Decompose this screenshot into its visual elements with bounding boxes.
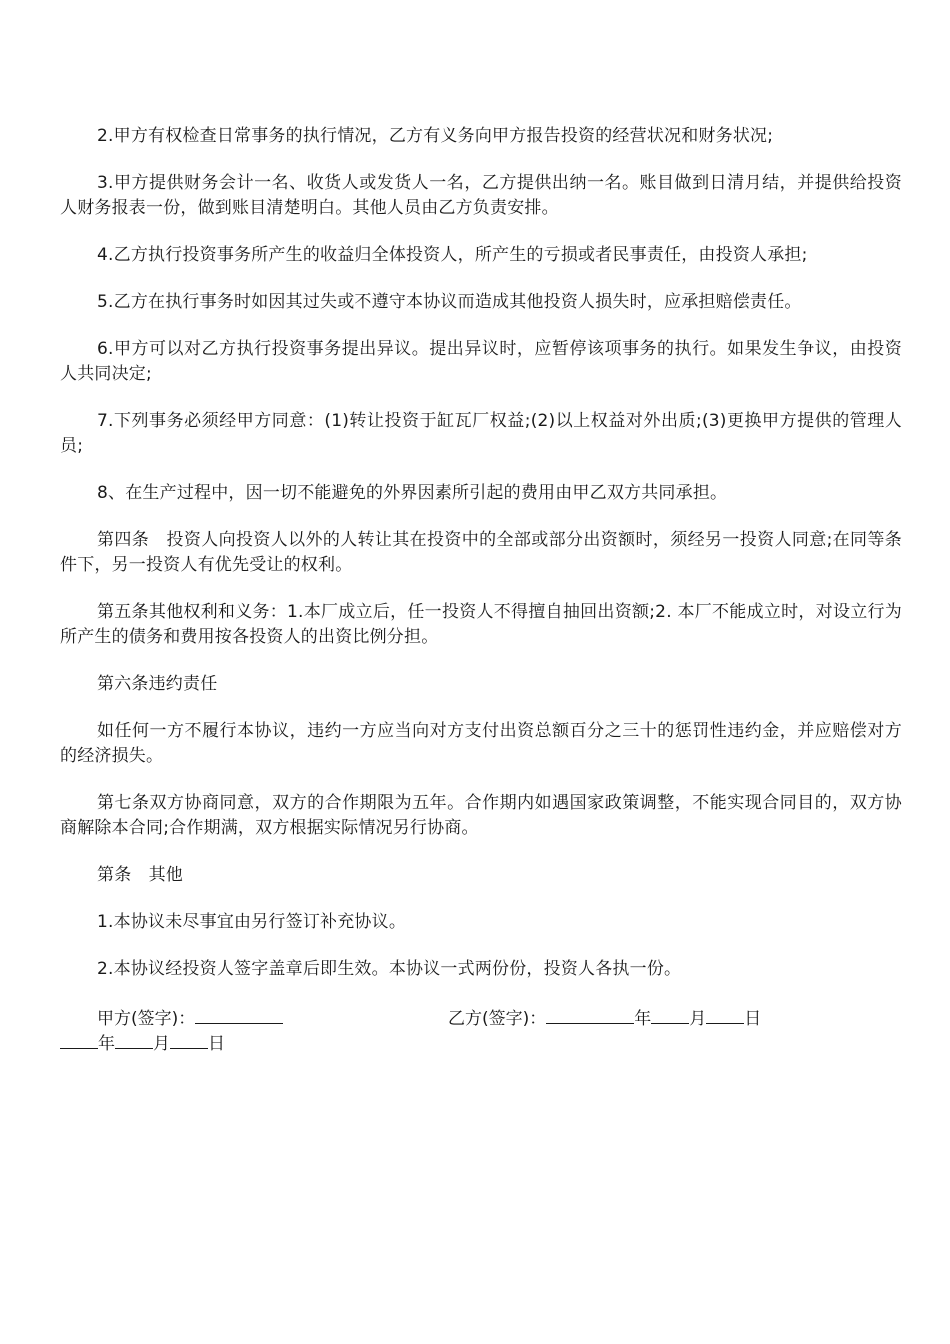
article-heading: 第条 其他 — [97, 865, 183, 885]
party-b-label: 乙方(签字)： — [448, 1009, 547, 1029]
document-body — [60, 124, 902, 1054]
party-b-day-blank — [706, 1004, 744, 1024]
signature-row — [60, 1004, 902, 1029]
party-a-day-blank — [170, 1029, 208, 1049]
party-b-year-label: 年 — [634, 1009, 652, 1029]
clause-paragraph: 7.下列事务必须经甲方同意：(1)转让投资于缸瓦厂权益;(2)以上权益对外出质;(3)更换甲方提供的管理人员; — [60, 411, 902, 456]
party-a-month-blank — [115, 1029, 153, 1049]
clause-paragraph: 2.甲方有权检查日常事务的执行情况，乙方有义务向甲方报告投资的经营状况和财务状况; — [97, 126, 774, 146]
party-a-signature — [97, 1004, 283, 1032]
clause-paragraph: 2.本协议经投资人签字盖章后即生效。本协议一式两份份，投资人各执一份。 — [97, 959, 682, 979]
party-b-signature — [448, 1004, 761, 1032]
clause-paragraph: 6.甲方可以对乙方执行投资事务提出异议。提出异议时，应暂停该项事务的执行。如果发生争议，由投资人共同决定; — [60, 339, 902, 384]
article-heading: 第六条违约责任 — [97, 674, 218, 694]
clause-paragraph: 3.甲方提供财务会计一名、收货人或发货人一名，乙方提供出纳一名。账目做到日清月结，并提供给投资人财务报表一份，做到账目清楚明白。其他人员由乙方负责安排。 — [60, 173, 902, 218]
article-paragraph: 第四条 投资人向投资人以外的人转让其在投资中的全部或部分出资额时，须经另一投资人同意;在同等条件下，另一投资人有优先受让的权利。 — [60, 530, 902, 575]
clause-paragraph: 4.乙方执行投资事务所产生的收益归全体投资人，所产生的亏损或者民事责任，由投资人承担; — [97, 245, 808, 265]
party-b-month-blank — [651, 1004, 689, 1024]
party-a-month-label: 月 — [153, 1034, 170, 1054]
party-a-signature-blank — [195, 1004, 283, 1024]
party-a-label: 甲方(签字)： — [97, 1009, 196, 1029]
party-b-day-label: 日 — [744, 1009, 762, 1029]
party-a-year-blank — [60, 1029, 98, 1049]
clause-paragraph: 1.本协议未尽事宜由另行签订补充协议。 — [97, 912, 407, 932]
party-b-month-label: 月 — [689, 1009, 707, 1029]
party-b-signature-blank — [546, 1004, 634, 1024]
party-a-day-label: 日 — [208, 1034, 225, 1054]
party-a-date-row — [60, 1029, 902, 1054]
party-a-year-label: 年 — [98, 1034, 115, 1054]
article-paragraph: 第七条双方协商同意，双方的合作期限为五年。合作期内如遇国家政策调整，不能实现合同目的，双方协商解除本合同;合作期满，双方根据实际情况另行协商。 — [60, 793, 902, 838]
article-paragraph: 第五条其他权利和义务：1.本厂成立后，任一投资人不得擅自抽回出资额;2. 本厂不能成立时，对设立行为所产生的债务和费用按各投资人的出资比例分担。 — [60, 602, 902, 647]
clause-paragraph: 5.乙方在执行事务时如因其过失或不遵守本协议而造成其他投资人损失时，应承担赔偿责任。 — [97, 292, 802, 312]
clause-paragraph: 8、在生产过程中，因一切不能避免的外界因素所引起的费用由甲乙双方共同承担。 — [97, 483, 728, 503]
clause-paragraph: 如任何一方不履行本协议，违约一方应当向对方支付出资总额百分之三十的惩罚性违约金，并应赔偿对方的经济损失。 — [60, 721, 902, 766]
